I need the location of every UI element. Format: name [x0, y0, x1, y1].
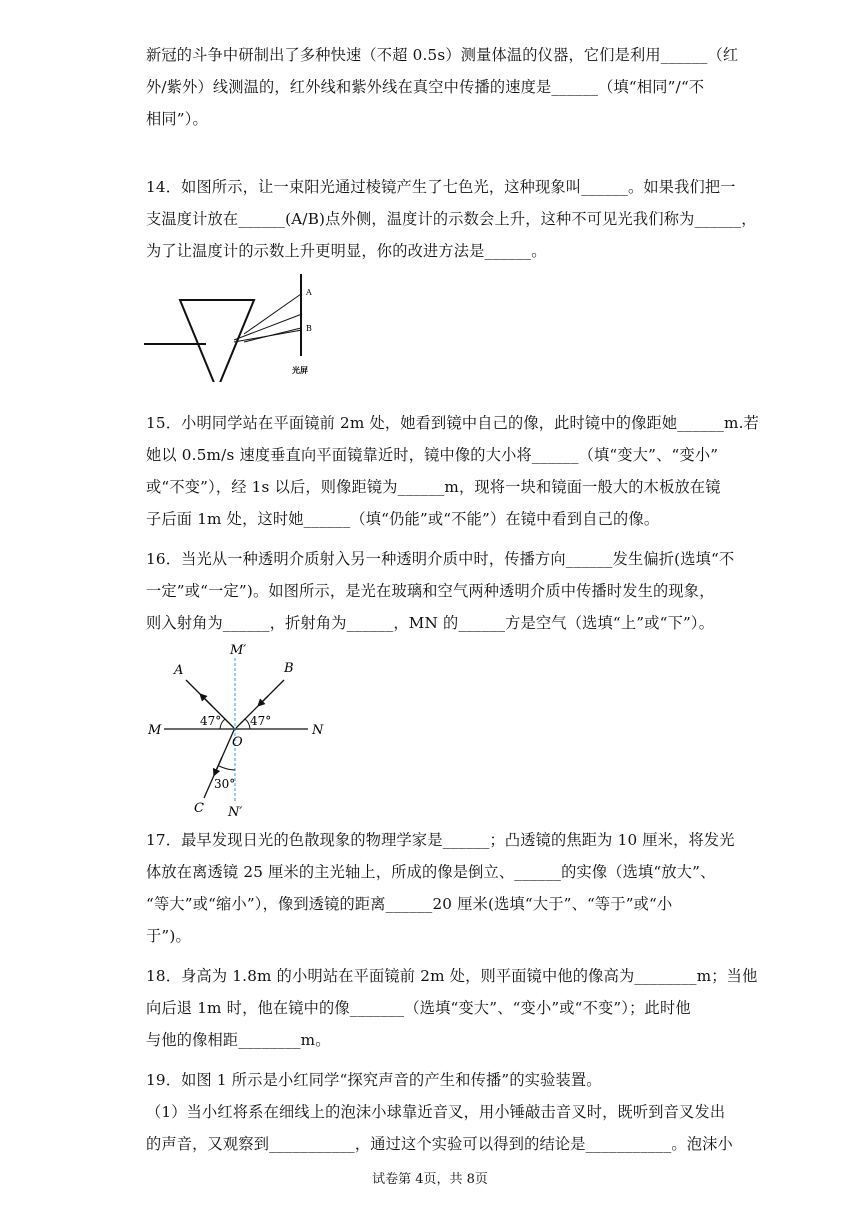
prism: [180, 300, 254, 382]
text-line: 子后面 1m 处，这时她______（填“仍能”或“不能”）在镜中看到自己的像。: [146, 510, 660, 528]
text-line: 相同”）。: [146, 110, 208, 128]
label-b: B: [306, 324, 312, 333]
label-a: A: [306, 288, 312, 297]
text-line: 的声音，又观察到___________，通过这个实验可以得到的结论是___________。泡沫小: [146, 1135, 733, 1153]
text-line: 新冠的斗争中研制出了多种快速（不超 0.5s）测量体温的仪器，它们是利用______（红: [146, 46, 739, 64]
text-line: 与他的像相距________m。: [146, 1031, 331, 1049]
text-line: “等大”或“缩小”），像到透镜的距离______20 厘米(选填“大于”、“等于”或“小: [146, 895, 673, 913]
label-m-prime: M′: [230, 643, 247, 658]
label-o: O: [232, 735, 243, 750]
angle-left: 47°: [200, 714, 222, 728]
page-footer: 试卷第 4页，共 8页: [372, 1172, 488, 1187]
text-line: 则入射角为______，折射角为______，MN 的______方是空气（选填“上”或“下”）。: [146, 614, 715, 632]
label-b: B: [284, 661, 294, 676]
text-line: 于”)。: [146, 927, 191, 945]
question-17: 17．最早发现日光的色散现象的物理学家是______；凸透镜的焦距为 10 厘米，将发光: [146, 831, 735, 849]
refraction-figure: [144, 640, 334, 820]
label-a: A: [174, 663, 184, 678]
label-m: M: [148, 723, 162, 738]
text-line: 体放在离透镜 25 厘米的主光轴上，所成的像是倒立、______的实像（选填“放大”、: [146, 863, 716, 881]
text-line: 支温度计放在______(A/B)点外侧，温度计的示数会上升，这种不可见光我们称为______，: [146, 210, 757, 228]
text-line: 或“不变”），经 1s 以后，则像距镜为______m，现将一块和镜面一般大的木板放在镜: [146, 478, 721, 496]
text-line: 外/紫外）线测温的，红外线和紫外线在真空中传播的速度是______（填“相同”/“不: [146, 78, 705, 96]
question-19: 19．如图 1 所示是小红同学“探究声音的产生和传播”的实验装置。: [146, 1071, 602, 1089]
text-line: 一定”或“一定”)。如图所示，是光在玻璃和空气两种透明介质中传播时发生的现象，: [146, 582, 715, 600]
screen-label: 光屏: [292, 365, 308, 375]
label-n-prime: N′: [228, 805, 243, 820]
question-16: 16．当光从一种透明介质射入另一种透明介质中时，传播方向______发生偏折(选填“不: [146, 550, 735, 568]
angle-bottom: 30°: [214, 777, 236, 791]
ray-b: [244, 328, 301, 342]
text-line: 她以 0.5m/s 速度垂直向平面镜靠近时，镜中像的大小将______（填“变大”、“变小”: [146, 446, 719, 464]
text-line: 为了让温度计的示数上升更明显，你的改进方法是______。: [146, 242, 547, 260]
text-line: （1）当小红将系在细线上的泡沫小球靠近音叉，用小锤敲击音叉时，既听到音叉发出: [146, 1103, 726, 1121]
question-14: 14．如图所示，让一束阳光通过棱镜产生了七色光，这种现象叫______。如果我们把一: [146, 178, 736, 196]
label-n: N: [312, 723, 324, 738]
question-18: 18．身高为 1.8m 的小明站在平面镜前 2m 处，则平面镜中他的像高为________m；当他: [146, 967, 758, 985]
angle-right: 47°: [250, 714, 272, 728]
prism-figure: [144, 272, 334, 382]
question-15: 15．小明同学站在平面镜前 2m 处，她看到镜中自己的像，此时镜中的像距她______m.若: [146, 414, 760, 432]
label-c: C: [194, 801, 204, 816]
text-line: 向后退 1m 时，他在镜中的像_______（选填“变大”、“变小”或“不变”）；此时他: [146, 999, 691, 1017]
